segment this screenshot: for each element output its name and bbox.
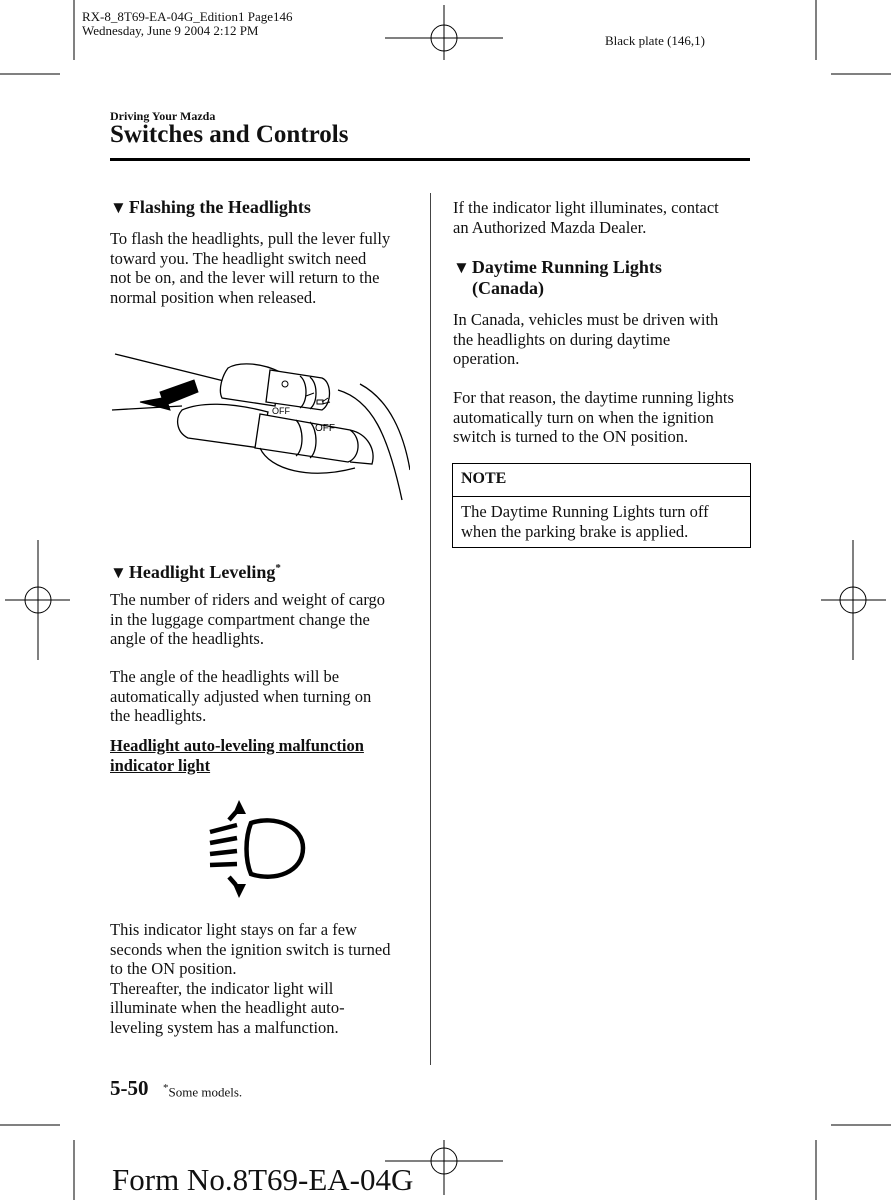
drl-paragraph-1: In Canada, vehicles must be driven with the headlights on during daytime operation. <box>453 310 719 368</box>
leveling-paragraph-2: The angle of the headlights will be automatically adjusted when turning on the headlights. <box>110 667 372 725</box>
section-marker: ▼ <box>110 563 127 582</box>
section-marker: ▼ <box>453 258 470 277</box>
section-marker: ▼ <box>110 198 127 217</box>
indicator-contact-paragraph: If the indicator light illuminates, contact an Authorized Mazda Dealer. <box>453 198 719 237</box>
leveling-paragraph-1: The number of riders and weight of cargo in the luggage compartment change the angle of the headlights. <box>110 590 386 648</box>
header-rule <box>110 158 750 161</box>
drl-paragraph-2: For that reason, the daytime running lights automatically turn on when the ignition switch is turned to the ON position. <box>453 388 734 446</box>
column-divider <box>430 193 431 1065</box>
note-title: NOTE <box>453 464 750 497</box>
heading-daytime-running-lights: ▼ Daytime Running Lights (Canada) <box>453 257 662 298</box>
heading-headlight-leveling: ▼ Headlight Leveling* <box>110 562 281 582</box>
section-kicker: Driving Your Mazda <box>110 109 216 123</box>
headlight-leveling-warning-icon <box>203 798 311 900</box>
flashing-paragraph: To flash the headlights, pull the lever fully toward you. The headlight switch need not be on, and the lever will return to the normal position when released. <box>110 229 391 307</box>
print-job-label: RX-8_8T69-EA-04G_Edition1 Page146 <box>82 9 293 24</box>
lever-label-off-small: OFF <box>272 406 290 416</box>
print-timestamp: Wednesday, June 9 2004 2:12 PM <box>82 23 259 38</box>
footnote: *Some models. <box>163 1082 243 1100</box>
subheading-malfunction-light: Headlight auto-leveling malfunction indicator light <box>110 736 364 775</box>
optional-equipment-mark: * <box>275 562 281 574</box>
heading-flashing-headlights: ▼ Flashing the Headlights <box>110 197 311 217</box>
lever-label-off-large: OFF <box>315 423 335 434</box>
page-title: Switches and Controls <box>110 121 349 148</box>
note-body: The Daytime Running Lights turn off when the parking brake is applied. <box>461 502 709 541</box>
leveling-paragraph-3: This indicator light stays on far a few seconds when the ignition switch is turned to the ON position. Thereafter, the indicator light will illuminate when the headlight auto- leveling system has a malfunction. <box>110 920 391 1037</box>
note-box <box>452 463 751 548</box>
headlight-lever-illustration <box>110 340 410 515</box>
form-number: Form No.8T69-EA-04G <box>112 1162 414 1197</box>
page-number: 5-50 <box>110 1076 149 1100</box>
plate-label: Black plate (146,1) <box>605 33 705 48</box>
